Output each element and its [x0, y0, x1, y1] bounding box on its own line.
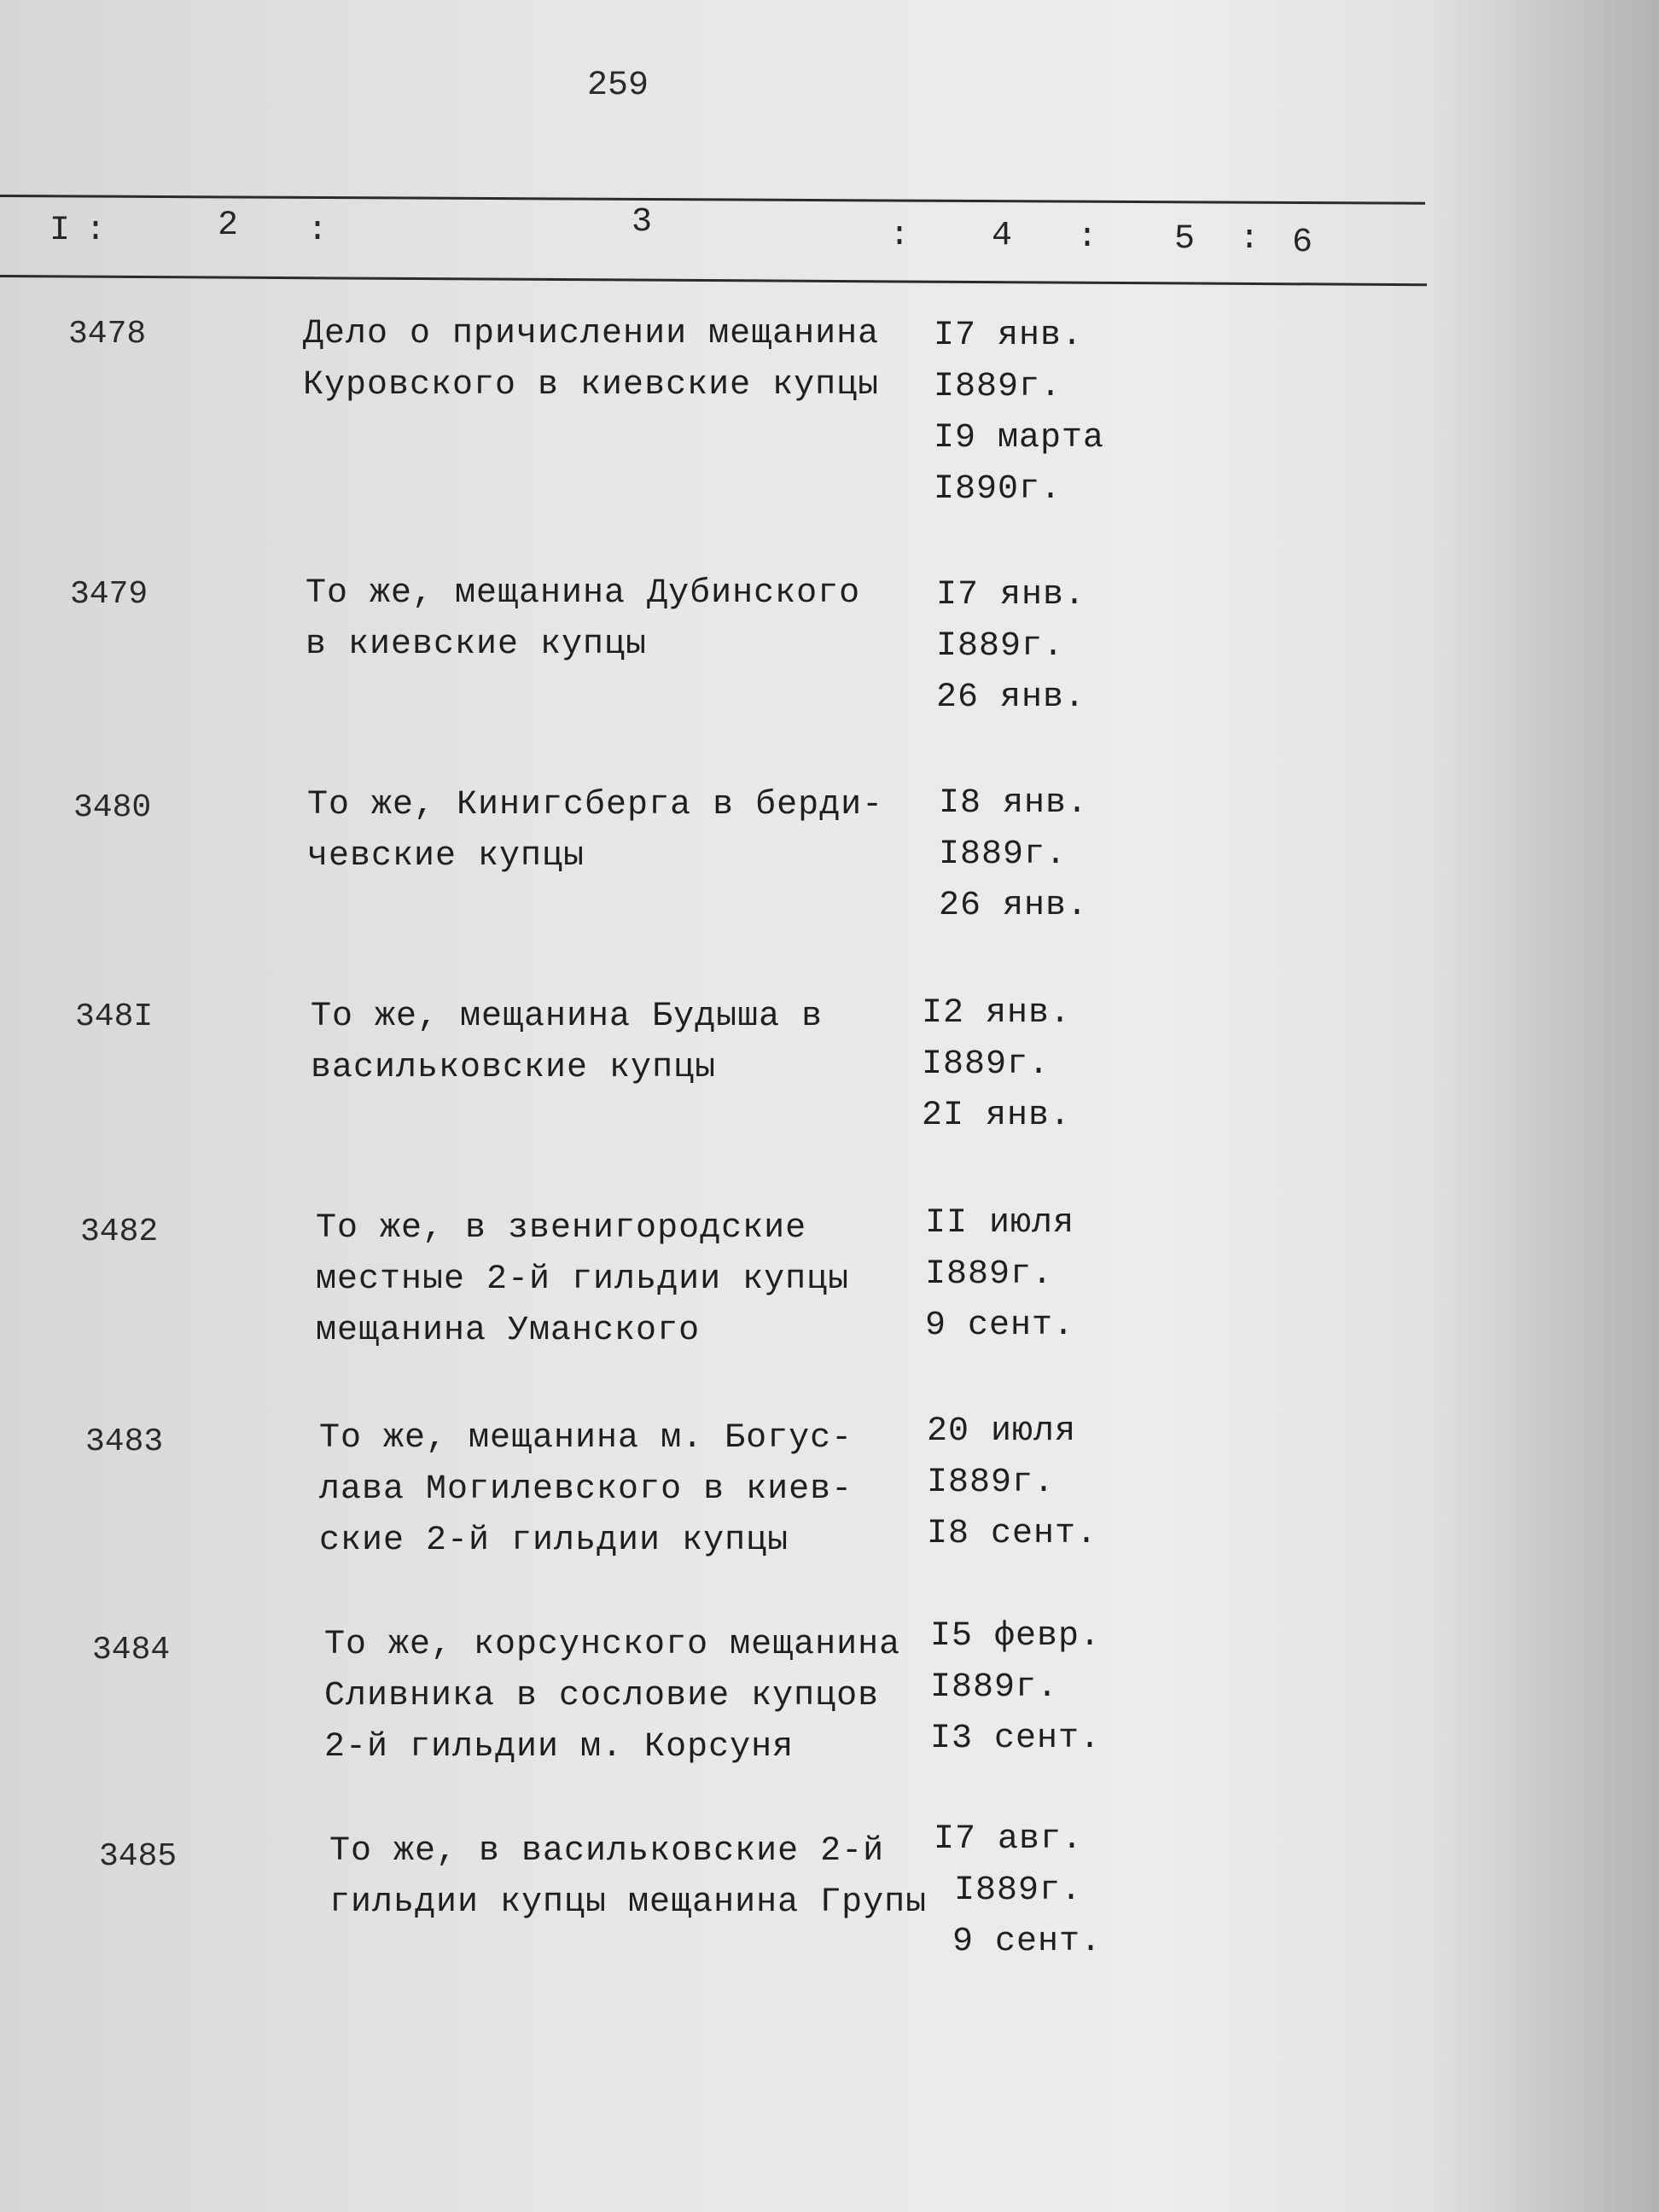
col-header-5: 5	[1174, 220, 1196, 259]
date-start: I2 янв.	[922, 994, 1072, 1033]
date-start-year: I889г.	[954, 1871, 1083, 1910]
date-start: I7 авг.	[934, 1820, 1084, 1859]
record-number: 3480	[73, 789, 152, 826]
header-rule-bottom	[0, 275, 1427, 286]
col-separator: :	[1077, 218, 1098, 257]
col-header-4: 4	[992, 217, 1013, 255]
date-end: 2I янв.	[922, 1097, 1072, 1135]
col-header-2: 2	[218, 207, 239, 245]
date-start-year: I889г.	[925, 1255, 1054, 1294]
date-end: 26 янв.	[936, 678, 1086, 717]
record-number: 3483	[85, 1423, 164, 1460]
date-start-year: I889г.	[934, 368, 1062, 406]
record-number: 3479	[70, 576, 148, 613]
record-description: То же, мещанина Будыша в васильковские купцы	[311, 998, 824, 1087]
date-end: 9 сент.	[925, 1307, 1075, 1345]
record-description: То же, в звенигородские местные 2-й гильдии купцы мещанина Уманского	[316, 1209, 850, 1350]
date-start-year: I889г.	[936, 627, 1065, 666]
page-number: 259	[587, 67, 649, 105]
record-dates	[934, 311, 1104, 515]
record-description: То же, мещанина м. Богус- лава Могилевского в киев- ские 2-й гильдии купцы	[319, 1419, 853, 1560]
record-dates	[939, 778, 1088, 932]
date-end: I8 сент.	[927, 1515, 1098, 1553]
date-start: I8 янв.	[939, 784, 1089, 823]
date-start: II июля	[925, 1204, 1075, 1243]
date-start-year: I889г.	[922, 1045, 1051, 1084]
record-dates	[930, 1611, 1101, 1765]
record-description: То же, корсунского мещанина Сливника в сословие купцов 2-й гильдии м. Корсуня	[324, 1626, 901, 1767]
col-separator: :	[307, 212, 329, 250]
record-number: 3482	[80, 1214, 159, 1250]
record-dates	[925, 1198, 1074, 1352]
date-start-year: I889г.	[927, 1464, 1056, 1502]
header-rule-top	[0, 195, 1425, 205]
page-shadow-edge	[1429, 0, 1659, 2212]
record-dates	[922, 988, 1071, 1142]
date-start-year: I889г.	[939, 835, 1068, 874]
date-start-year: I889г.	[930, 1668, 1059, 1707]
date-start: I7 янв.	[936, 576, 1086, 614]
date-start: I7 янв.	[934, 317, 1084, 355]
col-header-6: 6	[1292, 224, 1313, 262]
record-description: То же, в васильковские 2-й гильдии купцы мещанина Групы	[329, 1832, 928, 1922]
col-header-1: I	[49, 212, 71, 250]
col-header-3: 3	[632, 203, 653, 242]
col-separator: :	[1239, 220, 1260, 259]
record-number: 348I	[75, 998, 154, 1035]
record-description: То же, Кинигсберга в берди- чевские купцы	[307, 786, 884, 876]
date-end: 26 янв.	[939, 887, 1089, 925]
record-description: Дело о причислении мещанина Куровского в киевские купцы	[303, 315, 880, 405]
record-number: 3484	[92, 1632, 171, 1668]
record-description: То же, мещанина Дубинского в киевские купцы	[306, 574, 861, 664]
date-end: 9 сент.	[952, 1923, 1103, 1961]
date-end-year: I890г.	[934, 470, 1062, 509]
record-dates	[934, 1814, 1102, 1968]
col-separator: :	[889, 217, 911, 255]
date-end: I9 марта	[934, 419, 1105, 457]
date-start: 20 июля	[927, 1412, 1077, 1451]
record-dates	[927, 1406, 1097, 1560]
record-number: 3478	[68, 316, 147, 352]
record-dates	[936, 570, 1086, 724]
col-separator: :	[85, 212, 107, 250]
record-number: 3485	[99, 1838, 178, 1875]
date-start: I5 февр.	[930, 1617, 1102, 1656]
date-end: I3 сент.	[930, 1720, 1102, 1758]
